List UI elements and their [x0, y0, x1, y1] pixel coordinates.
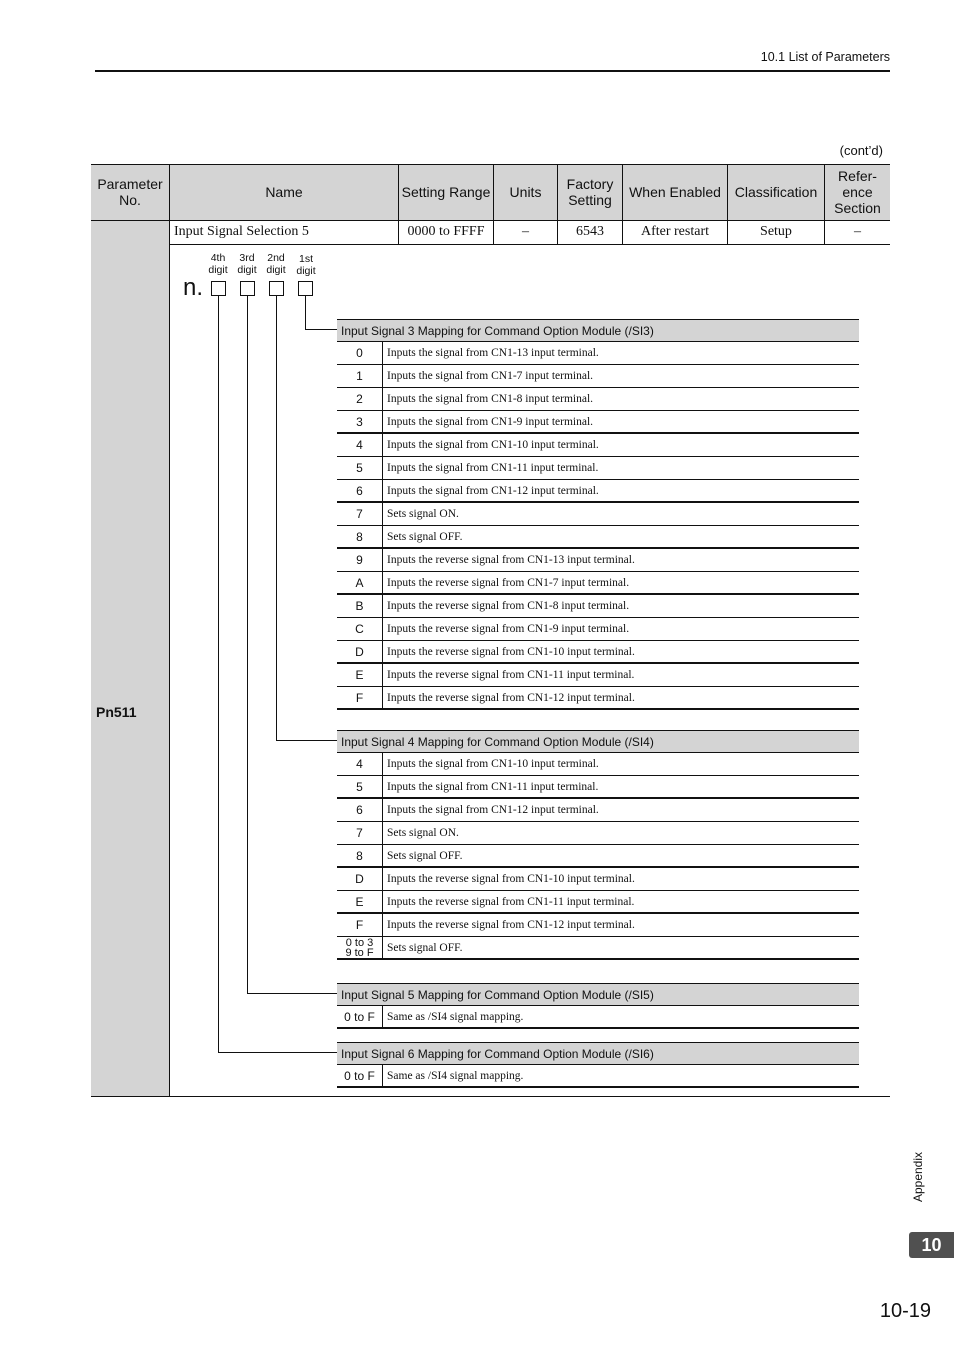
section-title: Input Signal 6 Mapping for Command Option Module (/SI6): [337, 1042, 859, 1065]
parameter-number-cell: [91, 220, 169, 1097]
hex-prefix: n.: [183, 274, 204, 301]
col-header-classification: Classification: [728, 164, 824, 220]
digit-label-3rd: 3rd digit: [237, 252, 257, 276]
table-row: 6 Inputs the signal from CN1-12 input terminal.: [337, 480, 859, 503]
param-factory-setting: 6543: [576, 224, 604, 239]
section-title: Input Signal 4 Mapping for Command Option Module (/SI4): [337, 730, 859, 753]
table-row: 8 Sets signal OFF.: [337, 526, 859, 549]
param-when-enabled: After restart: [640, 224, 710, 239]
table-row: 4 Inputs the signal from CN1-10 input terminal.: [337, 434, 859, 457]
table-row: 8 Sets signal OFF.: [337, 845, 859, 868]
connector-4th: [218, 296, 219, 1053]
connector-3rd: [247, 993, 337, 994]
table-row: D Inputs the reverse signal from CN1-10 input terminal.: [337, 868, 859, 891]
section-title: Input Signal 5 Mapping for Command Option Module (/SI5): [337, 983, 859, 1006]
col-divider: [169, 164, 170, 1097]
col-header-name: Name: [170, 164, 398, 220]
param-classification: Setup: [760, 224, 792, 239]
connector-2nd: [276, 740, 337, 741]
table-row: E Inputs the reverse signal from CN1-11 input terminal.: [337, 891, 859, 914]
digit-box-3rd: [240, 281, 255, 296]
table-border-bottom: [91, 1096, 890, 1097]
digit-box-1st: [298, 281, 313, 296]
digit-label-2nd: 2nd digit: [266, 252, 286, 276]
digit-box-2nd: [269, 281, 284, 296]
table-row: B Inputs the reverse signal from CN1-8 input terminal.: [337, 595, 859, 618]
col-divider: [493, 164, 494, 244]
digit-box-4th: [211, 281, 226, 296]
digit-label-1st: 1st digit: [296, 253, 316, 277]
table-row: 4 Inputs the signal from CN1-10 input terminal.: [337, 753, 859, 776]
table-row: 7 Sets signal ON.: [337, 822, 859, 845]
col-divider: [622, 164, 623, 244]
row-divider: [169, 244, 890, 245]
table-row: 7 Sets signal ON.: [337, 503, 859, 526]
parameter-number: Pn511: [96, 704, 137, 720]
col-header-reference: Refer-ence Section: [825, 164, 890, 220]
table-row: 6 Inputs the signal from CN1-12 input terminal.: [337, 799, 859, 822]
table-row: 0 Inputs the signal from CN1-13 input terminal.: [337, 342, 859, 365]
table-row: C Inputs the reverse signal from CN1-9 input terminal.: [337, 618, 859, 641]
running-header: 10.1 List of Parameters: [760, 50, 890, 64]
digit-label-4th: 4th digit: [208, 252, 228, 276]
param-reference: –: [854, 224, 861, 239]
connector-1st: [305, 296, 306, 330]
connector-4th: [218, 1052, 337, 1053]
si4-mapping-table: [337, 730, 859, 960]
param-name: Input Signal Selection 5: [174, 224, 309, 239]
table-border-top: [91, 164, 890, 165]
table-row: 0 to F Same as /SI4 signal mapping.: [337, 1065, 859, 1088]
table-row: 0 to F Same as /SI4 signal mapping.: [337, 1006, 859, 1029]
table-row: E Inputs the reverse signal from CN1-11 input terminal.: [337, 664, 859, 687]
si6-mapping-table: [337, 1042, 859, 1088]
si5-mapping-table: [337, 983, 859, 1029]
col-header-units: Units: [494, 164, 557, 220]
connector-1st: [305, 329, 337, 330]
section-title: Input Signal 3 Mapping for Command Option Module (/SI3): [337, 319, 859, 342]
table-row: 0 to 3 9 to F Sets signal OFF.: [337, 937, 859, 960]
col-header-factory-setting: Factory Setting: [558, 164, 622, 220]
table-row: 5 Inputs the signal from CN1-11 input terminal.: [337, 776, 859, 799]
page-number: 10-19: [879, 1300, 931, 1322]
table-row: F Inputs the reverse signal from CN1-12 input terminal.: [337, 687, 859, 710]
table-row: F Inputs the reverse signal from CN1-12 input terminal.: [337, 914, 859, 937]
param-units: –: [522, 224, 529, 239]
table-row: 3 Inputs the signal from CN1-9 input terminal.: [337, 411, 859, 434]
col-header-setting-range: Setting Range: [399, 164, 493, 220]
col-divider: [824, 164, 825, 244]
col-header-parameter-no: Parameter No.: [91, 164, 169, 220]
table-row: 5 Inputs the signal from CN1-11 input terminal.: [337, 457, 859, 480]
col-divider: [727, 164, 728, 244]
header-rule: [95, 70, 890, 72]
col-divider: [557, 164, 558, 244]
col-divider: [398, 164, 399, 244]
table-row: 9 Inputs the reverse signal from CN1-13 input terminal.: [337, 549, 859, 572]
param-setting-range: 0000 to FFFF: [407, 224, 485, 239]
connector-2nd: [276, 296, 277, 741]
continued-label: (cont’d): [839, 143, 883, 158]
si3-mapping-table: [337, 319, 859, 710]
col-header-when-enabled: When Enabled: [623, 164, 727, 220]
connector-3rd: [247, 296, 248, 994]
table-row: 2 Inputs the signal from CN1-8 input terminal.: [337, 388, 859, 411]
header-divider: [91, 220, 890, 221]
side-tab-label: Appendix: [911, 1151, 925, 1203]
chapter-tab: 10: [909, 1232, 954, 1258]
table-row: A Inputs the reverse signal from CN1-7 input terminal.: [337, 572, 859, 595]
table-row: 1 Inputs the signal from CN1-7 input terminal.: [337, 365, 859, 388]
table-row: D Inputs the reverse signal from CN1-10 input terminal.: [337, 641, 859, 664]
